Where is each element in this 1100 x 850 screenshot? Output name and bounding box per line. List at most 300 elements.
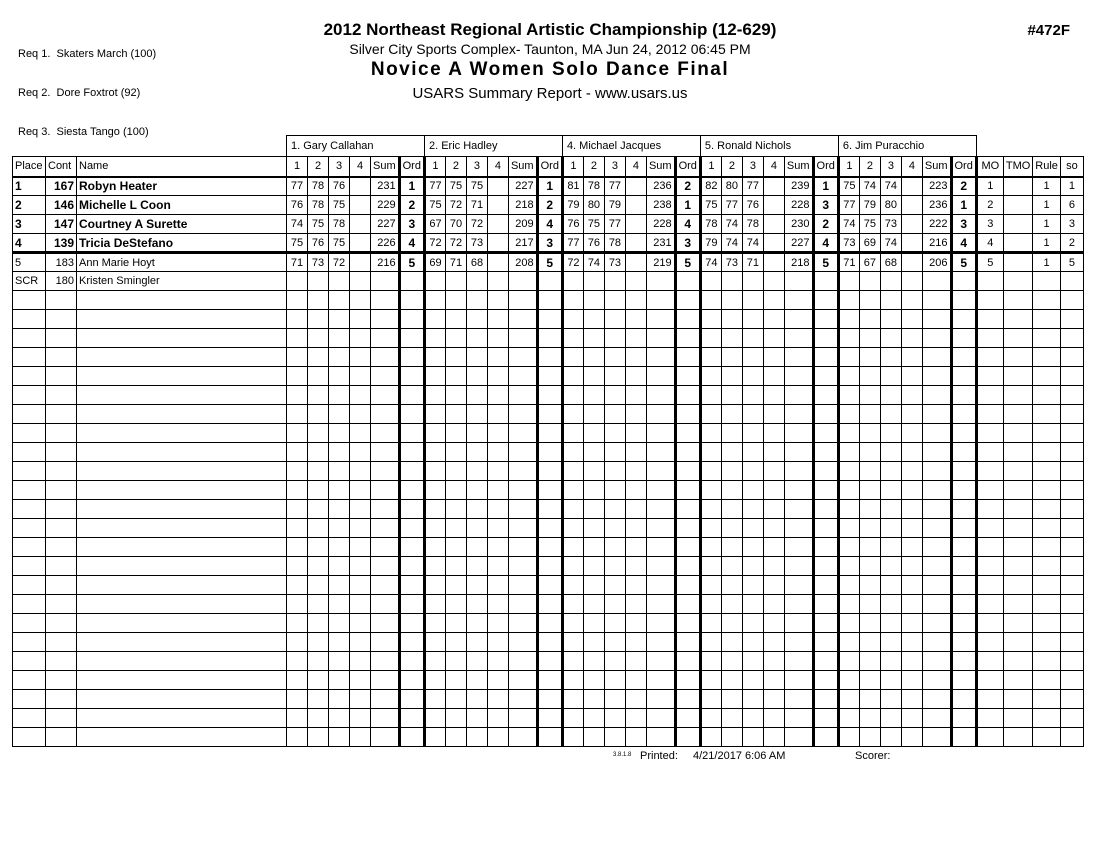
score-cell-judge3-2: 76 <box>583 234 604 253</box>
empty-score-cell <box>700 538 721 557</box>
empty-score-cell <box>742 443 763 462</box>
empty-score-cell <box>604 671 625 690</box>
empty-score-cell <box>424 291 445 310</box>
empty-score-cell <box>604 348 625 367</box>
empty-score-cell <box>445 519 466 538</box>
empty-score-cell <box>308 614 329 633</box>
empty-cont-cell <box>46 614 77 633</box>
empty-score-cell <box>700 348 721 367</box>
empty-score-cell <box>487 310 508 329</box>
empty-score-cell <box>742 633 763 652</box>
empty-score-cell <box>287 424 308 443</box>
empty-row <box>13 614 1084 633</box>
empty-score-cell <box>880 386 901 405</box>
empty-score-cell <box>487 519 508 538</box>
empty-score-cell <box>721 405 742 424</box>
empty-score-cell <box>445 291 466 310</box>
empty-score-cell <box>763 557 784 576</box>
empty-score-cell <box>329 709 350 728</box>
place-cell: 4 <box>13 234 46 253</box>
ord-cell-judge4: 1 <box>813 177 838 196</box>
empty-cont-cell <box>46 310 77 329</box>
required-dance-2: Req 2. Dore Foxtrot (92) <box>18 87 141 99</box>
empty-score-cell <box>487 671 508 690</box>
ord-cell-judge5: 5 <box>951 253 976 272</box>
ord-cell-judge5: 1 <box>951 196 976 215</box>
empty-sum-cell <box>784 310 813 329</box>
empty-row <box>13 633 1084 652</box>
empty-score-cell <box>880 443 901 462</box>
empty-sum-cell <box>508 443 537 462</box>
empty-extra-cell <box>1060 424 1083 443</box>
name-cell: Robyn Heater <box>77 177 287 196</box>
empty-score-cell <box>466 329 487 348</box>
empty-score-cell <box>700 728 721 747</box>
empty-extra-cell <box>976 595 1003 614</box>
score-cell-judge1-3: 78 <box>329 215 350 234</box>
sum-cell-judge1: 231 <box>371 177 400 196</box>
empty-score-cell <box>700 633 721 652</box>
empty-extra-cell <box>1003 519 1032 538</box>
empty-extra-cell <box>1033 329 1061 348</box>
empty-score-cell <box>838 481 859 500</box>
empty-extra-cell <box>976 443 1003 462</box>
empty-name-cell <box>77 671 287 690</box>
place-cell: 5 <box>13 253 46 272</box>
empty-score-cell <box>880 671 901 690</box>
empty-extra-cell <box>1060 709 1083 728</box>
empty-score-cell <box>859 557 880 576</box>
empty-score-cell <box>859 633 880 652</box>
empty-score-cell <box>859 576 880 595</box>
score-cell-judge3-1: 79 <box>562 196 583 215</box>
empty-score-cell <box>859 690 880 709</box>
col-header-so: so <box>1060 157 1083 177</box>
score-cell-judge5-3 <box>880 272 901 291</box>
empty-score-cell <box>424 443 445 462</box>
empty-score-cell <box>763 291 784 310</box>
empty-score-cell <box>308 652 329 671</box>
empty-score-cell <box>583 557 604 576</box>
empty-ord-cell <box>537 557 562 576</box>
empty-sum-cell <box>508 557 537 576</box>
sum-cell-judge3: 236 <box>646 177 675 196</box>
empty-sum-cell <box>784 348 813 367</box>
empty-score-cell <box>487 386 508 405</box>
empty-score-cell <box>287 367 308 386</box>
score-cell-judge5-2: 69 <box>859 234 880 253</box>
empty-score-cell <box>562 557 583 576</box>
empty-name-cell <box>77 405 287 424</box>
table-row-3 <box>13 215 1084 234</box>
ord-cell-judge3: 1 <box>675 196 700 215</box>
empty-cont-cell <box>46 595 77 614</box>
column-header-row <box>13 157 1084 177</box>
empty-score-cell <box>625 595 646 614</box>
score-cell-judge3-4 <box>625 196 646 215</box>
empty-score-cell <box>604 443 625 462</box>
score-cell-judge5-3: 74 <box>880 234 901 253</box>
empty-score-cell <box>604 690 625 709</box>
empty-ord-cell <box>675 481 700 500</box>
empty-score-cell <box>350 329 371 348</box>
empty-place-cell <box>13 348 46 367</box>
empty-score-cell <box>562 291 583 310</box>
empty-extra-cell <box>1060 576 1083 595</box>
score-cell-judge3-1: 76 <box>562 215 583 234</box>
sum-cell-judge5: 236 <box>922 196 951 215</box>
empty-score-cell <box>424 424 445 443</box>
empty-score-cell <box>287 405 308 424</box>
empty-score-cell <box>625 557 646 576</box>
empty-ord-cell <box>675 671 700 690</box>
empty-score-cell <box>424 386 445 405</box>
empty-score-cell <box>445 500 466 519</box>
empty-score-cell <box>700 595 721 614</box>
mo-cell: 1 <box>976 177 1003 196</box>
empty-score-cell <box>880 728 901 747</box>
empty-extra-cell <box>1033 728 1061 747</box>
empty-score-cell <box>466 557 487 576</box>
empty-score-cell <box>742 538 763 557</box>
empty-row <box>13 690 1084 709</box>
empty-ord-cell <box>537 595 562 614</box>
empty-sum-cell <box>371 728 400 747</box>
empty-score-cell <box>487 500 508 519</box>
score-cell-judge2-2 <box>445 272 466 291</box>
name-cell: Tricia DeStefano <box>77 234 287 253</box>
sum-cell-judge4: 218 <box>784 253 813 272</box>
empty-place-cell <box>13 424 46 443</box>
score-cell-judge5-3: 68 <box>880 253 901 272</box>
empty-score-cell <box>583 500 604 519</box>
score-cell-judge1-2 <box>308 272 329 291</box>
score-cell-judge4-3: 76 <box>742 196 763 215</box>
empty-ord-cell <box>675 538 700 557</box>
results-table <box>12 135 1084 747</box>
empty-sum-cell <box>508 405 537 424</box>
score-cell-judge1-3 <box>329 272 350 291</box>
empty-ord-cell <box>951 614 976 633</box>
empty-sum-cell <box>784 614 813 633</box>
empty-ord-cell <box>675 633 700 652</box>
empty-score-cell <box>604 595 625 614</box>
empty-score-cell <box>562 519 583 538</box>
empty-score-cell <box>625 690 646 709</box>
score-cell-judge2-4 <box>487 234 508 253</box>
empty-score-cell <box>880 519 901 538</box>
empty-sum-cell <box>508 329 537 348</box>
empty-sum-cell <box>646 576 675 595</box>
empty-score-cell <box>562 576 583 595</box>
empty-score-cell <box>763 614 784 633</box>
col-header-judge1-score1: 1 <box>287 157 308 177</box>
empty-score-cell <box>350 405 371 424</box>
empty-sum-cell <box>646 538 675 557</box>
empty-sum-cell <box>646 310 675 329</box>
empty-extra-cell <box>976 519 1003 538</box>
empty-score-cell <box>445 652 466 671</box>
empty-ord-cell <box>813 652 838 671</box>
empty-sum-cell <box>371 709 400 728</box>
empty-score-cell <box>487 633 508 652</box>
ord-cell-judge3: 3 <box>675 234 700 253</box>
empty-score-cell <box>445 633 466 652</box>
required-dance-3: Req 3. Siesta Tango (100) <box>18 126 149 138</box>
empty-ord-cell <box>399 709 424 728</box>
empty-score-cell <box>838 557 859 576</box>
col-header-judge5-score2: 2 <box>859 157 880 177</box>
empty-extra-cell <box>1033 405 1061 424</box>
empty-score-cell <box>742 576 763 595</box>
empty-name-cell <box>77 386 287 405</box>
score-cell-judge4-3: 78 <box>742 215 763 234</box>
empty-sum-cell <box>646 481 675 500</box>
empty-sum-cell <box>922 348 951 367</box>
empty-score-cell <box>562 443 583 462</box>
score-cell-judge1-4 <box>350 253 371 272</box>
score-cell-judge5-1 <box>838 272 859 291</box>
col-header-place: Place <box>13 157 46 177</box>
empty-ord-cell <box>399 443 424 462</box>
empty-extra-cell <box>976 291 1003 310</box>
score-cell-judge3-4 <box>625 272 646 291</box>
empty-sum-cell <box>784 538 813 557</box>
score-cell-judge1-2: 73 <box>308 253 329 272</box>
empty-ord-cell <box>537 728 562 747</box>
empty-score-cell <box>901 519 922 538</box>
empty-extra-cell <box>1033 633 1061 652</box>
empty-score-cell <box>625 500 646 519</box>
empty-score-cell <box>880 633 901 652</box>
empty-score-cell <box>625 367 646 386</box>
empty-extra-cell <box>1060 310 1083 329</box>
empty-extra-cell <box>976 614 1003 633</box>
empty-ord-cell <box>951 329 976 348</box>
empty-score-cell <box>487 595 508 614</box>
empty-extra-cell <box>1033 576 1061 595</box>
empty-ord-cell <box>813 633 838 652</box>
score-cell-judge3-3: 78 <box>604 234 625 253</box>
empty-score-cell <box>424 709 445 728</box>
place-cell: 1 <box>13 177 46 196</box>
empty-sum-cell <box>922 405 951 424</box>
empty-extra-cell <box>1003 652 1032 671</box>
empty-place-cell <box>13 481 46 500</box>
sum-cell-judge4: 239 <box>784 177 813 196</box>
empty-sum-cell <box>922 424 951 443</box>
empty-ord-cell <box>537 367 562 386</box>
so-cell: 1 <box>1060 177 1083 196</box>
empty-score-cell <box>859 386 880 405</box>
empty-score-cell <box>742 481 763 500</box>
score-cell-judge5-4 <box>901 177 922 196</box>
empty-score-cell <box>763 709 784 728</box>
empty-sum-cell <box>371 652 400 671</box>
empty-score-cell <box>287 348 308 367</box>
empty-ord-cell <box>537 291 562 310</box>
empty-score-cell <box>445 310 466 329</box>
empty-sum-cell <box>371 557 400 576</box>
empty-score-cell <box>308 386 329 405</box>
empty-score-cell <box>880 690 901 709</box>
score-cell-judge2-1: 75 <box>424 196 445 215</box>
empty-extra-cell <box>1003 633 1032 652</box>
empty-sum-cell <box>646 443 675 462</box>
empty-score-cell <box>329 690 350 709</box>
empty-sum-cell <box>371 576 400 595</box>
empty-score-cell <box>700 291 721 310</box>
score-cell-judge4-2: 74 <box>721 234 742 253</box>
score-cell-judge5-3: 73 <box>880 215 901 234</box>
empty-score-cell <box>763 405 784 424</box>
empty-ord-cell <box>813 728 838 747</box>
empty-name-cell <box>77 367 287 386</box>
empty-extra-cell <box>976 709 1003 728</box>
empty-score-cell <box>445 709 466 728</box>
empty-score-cell <box>901 614 922 633</box>
col-header-judge2-score3: 3 <box>466 157 487 177</box>
empty-sum-cell <box>922 709 951 728</box>
empty-sum-cell <box>646 462 675 481</box>
sum-cell-judge4: 227 <box>784 234 813 253</box>
empty-sum-cell <box>508 481 537 500</box>
empty-score-cell <box>604 386 625 405</box>
empty-score-cell <box>445 690 466 709</box>
score-cell-judge4-3 <box>742 272 763 291</box>
empty-score-cell <box>880 709 901 728</box>
empty-score-cell <box>859 405 880 424</box>
ord-cell-judge2: 5 <box>537 253 562 272</box>
empty-sum-cell <box>922 557 951 576</box>
empty-extra-cell <box>976 310 1003 329</box>
empty-sum-cell <box>922 595 951 614</box>
empty-score-cell <box>308 595 329 614</box>
empty-score-cell <box>880 576 901 595</box>
empty-score-cell <box>583 614 604 633</box>
empty-score-cell <box>308 709 329 728</box>
empty-score-cell <box>562 633 583 652</box>
sum-cell-judge2 <box>508 272 537 291</box>
empty-sum-cell <box>784 291 813 310</box>
empty-score-cell <box>308 348 329 367</box>
empty-score-cell <box>583 690 604 709</box>
empty-score-cell <box>721 576 742 595</box>
empty-score-cell <box>287 519 308 538</box>
empty-score-cell <box>583 310 604 329</box>
empty-row <box>13 576 1084 595</box>
empty-ord-cell <box>951 690 976 709</box>
score-cell-judge1-2: 75 <box>308 215 329 234</box>
empty-score-cell <box>562 386 583 405</box>
ord-cell-judge4: 2 <box>813 215 838 234</box>
empty-score-cell <box>880 538 901 557</box>
empty-score-cell <box>466 519 487 538</box>
tmo-cell <box>1003 215 1032 234</box>
empty-score-cell <box>350 443 371 462</box>
empty-ord-cell <box>813 690 838 709</box>
empty-extra-cell <box>976 671 1003 690</box>
empty-place-cell <box>13 633 46 652</box>
empty-score-cell <box>445 576 466 595</box>
empty-score-cell <box>562 690 583 709</box>
empty-score-cell <box>466 386 487 405</box>
empty-score-cell <box>287 462 308 481</box>
empty-score-cell <box>329 671 350 690</box>
empty-score-cell <box>604 291 625 310</box>
empty-score-cell <box>350 709 371 728</box>
empty-extra-cell <box>1003 500 1032 519</box>
empty-score-cell <box>763 443 784 462</box>
col-header-judge4-ord: Ord <box>813 157 838 177</box>
mo-cell: 3 <box>976 215 1003 234</box>
empty-extra-cell <box>1033 671 1061 690</box>
empty-ord-cell <box>675 443 700 462</box>
score-cell-judge2-3: 68 <box>466 253 487 272</box>
empty-score-cell <box>901 690 922 709</box>
cont-cell: 167 <box>46 177 77 196</box>
empty-score-cell <box>625 443 646 462</box>
empty-extra-cell <box>1003 329 1032 348</box>
empty-score-cell <box>604 538 625 557</box>
empty-extra-cell <box>1033 386 1061 405</box>
empty-ord-cell <box>537 709 562 728</box>
empty-ord-cell <box>813 481 838 500</box>
empty-score-cell <box>625 348 646 367</box>
empty-name-cell <box>77 633 287 652</box>
empty-score-cell <box>625 462 646 481</box>
empty-sum-cell <box>922 519 951 538</box>
sum-cell-judge5: 223 <box>922 177 951 196</box>
ord-cell-judge5: 3 <box>951 215 976 234</box>
empty-score-cell <box>721 519 742 538</box>
empty-sum-cell <box>646 690 675 709</box>
empty-ord-cell <box>675 405 700 424</box>
empty-row <box>13 367 1084 386</box>
empty-score-cell <box>487 690 508 709</box>
empty-score-cell <box>901 367 922 386</box>
empty-ord-cell <box>399 348 424 367</box>
empty-score-cell <box>880 424 901 443</box>
table-row-2 <box>13 196 1084 215</box>
empty-ord-cell <box>951 348 976 367</box>
empty-score-cell <box>763 671 784 690</box>
score-cell-judge4-4 <box>763 196 784 215</box>
empty-extra-cell <box>976 538 1003 557</box>
empty-score-cell <box>763 462 784 481</box>
empty-score-cell <box>583 424 604 443</box>
sum-cell-judge4: 228 <box>784 196 813 215</box>
empty-ord-cell <box>537 690 562 709</box>
empty-score-cell <box>742 519 763 538</box>
score-cell-judge2-4 <box>487 272 508 291</box>
empty-ord-cell <box>537 614 562 633</box>
empty-sum-cell <box>508 690 537 709</box>
empty-score-cell <box>583 462 604 481</box>
championship-title: 2012 Northeast Regional Artistic Championship (12-629) <box>323 20 777 39</box>
empty-score-cell <box>445 386 466 405</box>
score-cell-judge1-2: 78 <box>308 177 329 196</box>
empty-score-cell <box>329 310 350 329</box>
empty-score-cell <box>562 614 583 633</box>
empty-extra-cell <box>1033 348 1061 367</box>
empty-score-cell <box>604 633 625 652</box>
empty-ord-cell <box>813 576 838 595</box>
empty-score-cell <box>721 481 742 500</box>
score-cell-judge5-2: 74 <box>859 177 880 196</box>
empty-score-cell <box>742 367 763 386</box>
empty-score-cell <box>308 557 329 576</box>
